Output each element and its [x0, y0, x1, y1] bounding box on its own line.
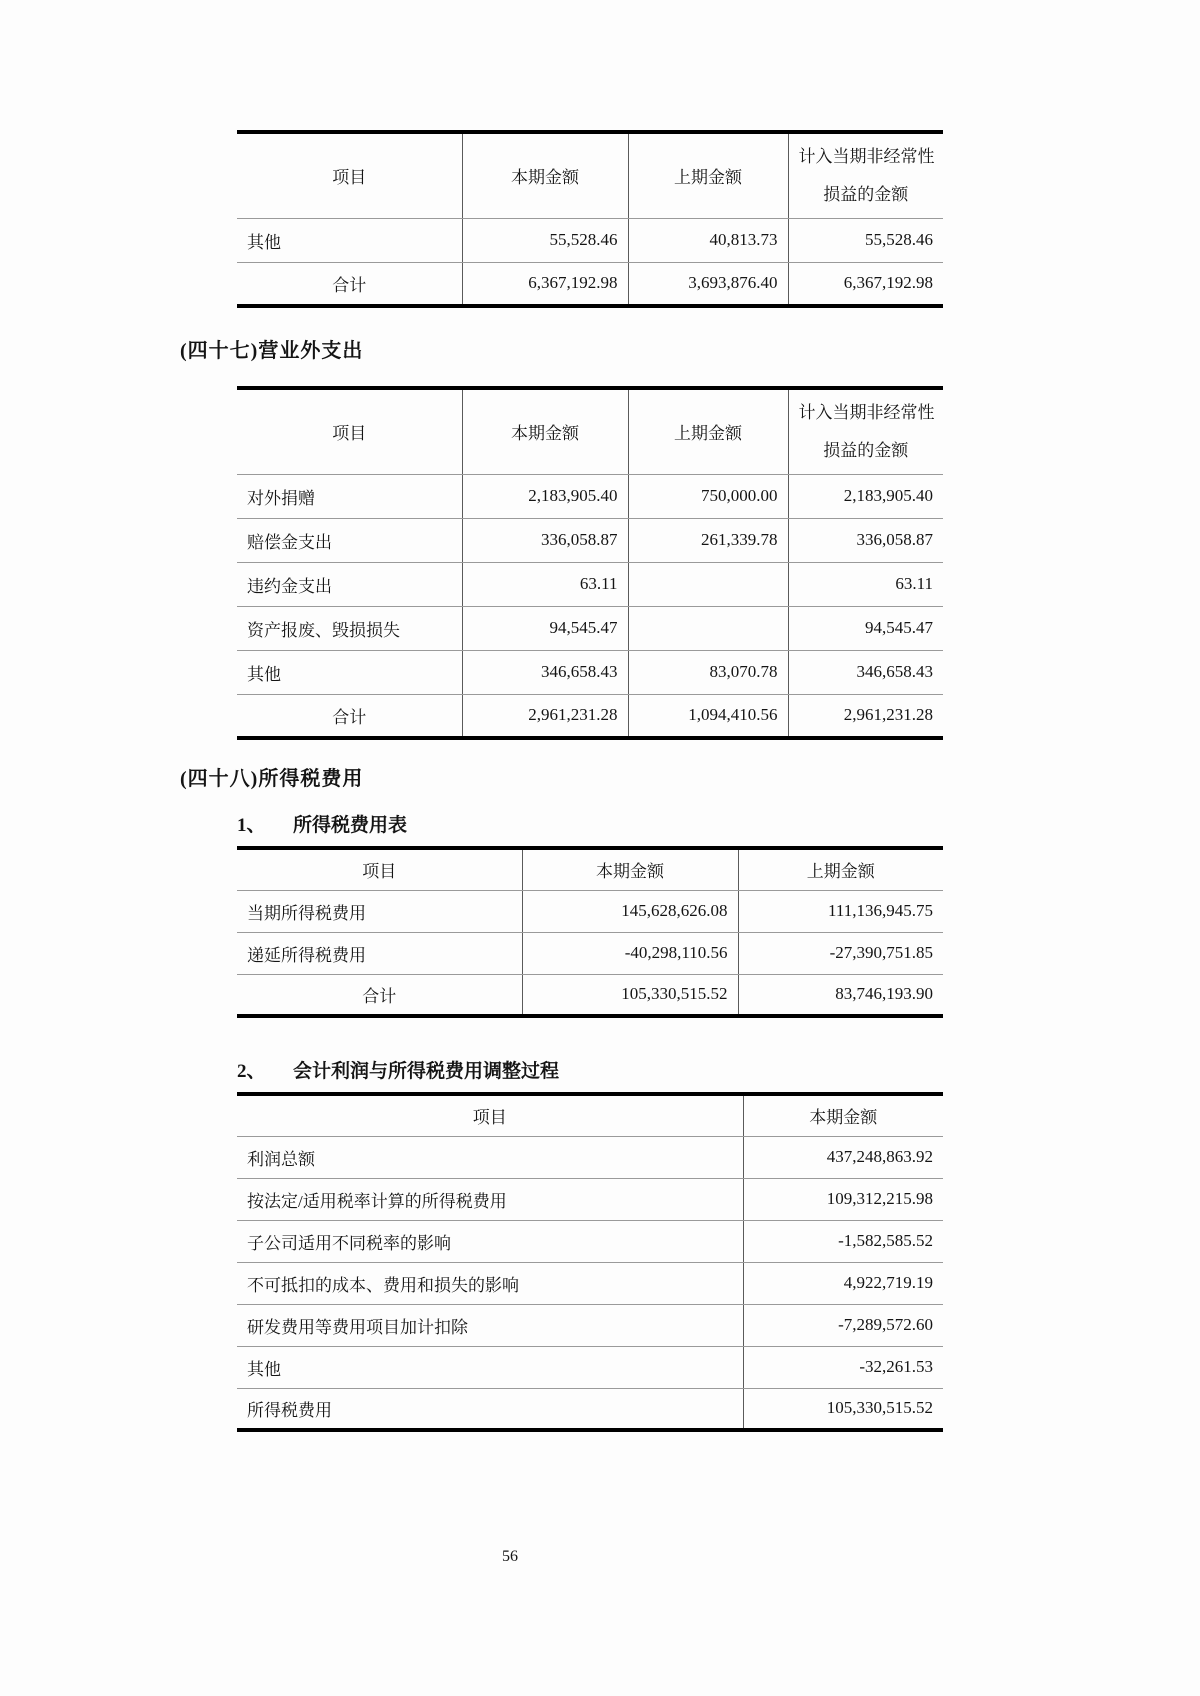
nonrecurring-amount-cell: 2,183,905.40: [788, 474, 943, 518]
table-total-row: [237, 262, 943, 306]
current-amount-cell: -1,582,585.52: [743, 1220, 943, 1262]
item-cell: 当期所得税费用: [237, 890, 522, 932]
prior-amount-cell: [628, 562, 788, 606]
table-row: [237, 1388, 943, 1430]
table-row: [237, 1262, 943, 1304]
header-nonrecurring-line1: 计入当期非经常性: [798, 402, 935, 422]
current-amount-cell: 145,628,626.08: [522, 890, 738, 932]
section-heading-47: (四十七)营业外支出: [180, 340, 364, 362]
current-amount-cell: 109,312,215.98: [743, 1178, 943, 1220]
header-cell-current: 本期金额: [462, 388, 628, 474]
table-row: [237, 1304, 943, 1346]
header-cell-prior: 上期金额: [738, 848, 943, 890]
current-amount-cell: -7,289,572.60: [743, 1304, 943, 1346]
current-amount-cell: 63.11: [462, 562, 628, 606]
current-amount-cell: 6,367,192.98: [462, 262, 628, 306]
current-amount-cell: 55,528.46: [462, 218, 628, 262]
current-amount-cell: 105,330,515.52: [743, 1388, 943, 1430]
nonrecurring-amount-cell: 6,367,192.98: [788, 262, 943, 306]
nonrecurring-amount-cell: 94,545.47: [788, 606, 943, 650]
prior-amount-cell: 83,070.78: [628, 650, 788, 694]
table-row: [237, 218, 943, 262]
tax-reconciliation-table: [237, 1092, 943, 1432]
nonoperating-income-continuation-table: [237, 130, 943, 308]
table-row: [237, 474, 943, 518]
prior-amount-cell: 40,813.73: [628, 218, 788, 262]
prior-amount-cell: 3,693,876.40: [628, 262, 788, 306]
item-cell: 资产报废、毁损损失: [237, 606, 462, 650]
subsection-title: 会计利润与所得税费用调整过程: [293, 1061, 560, 1082]
table-total-row: [237, 974, 943, 1016]
table-row: [237, 890, 943, 932]
table-row: [237, 1178, 943, 1220]
total-label-cell: 合计: [332, 707, 367, 727]
item-cell: 利润总额: [237, 1136, 743, 1178]
table-row: [237, 562, 943, 606]
nonrecurring-amount-cell: 346,658.43: [788, 650, 943, 694]
header-cell-nonrecurring: [788, 132, 943, 218]
current-amount-cell: 336,058.87: [462, 518, 628, 562]
prior-amount-cell: 83,746,193.90: [738, 974, 943, 1016]
item-cell: 对外捐赠: [237, 474, 462, 518]
header-cell-prior: 上期金额: [628, 388, 788, 474]
header-cell-item: 项目: [237, 132, 462, 218]
item-cell: 不可抵扣的成本、费用和损失的影响: [237, 1262, 743, 1304]
header-cell-current: 本期金额: [462, 132, 628, 218]
current-amount-cell: 2,961,231.28: [462, 694, 628, 738]
current-amount-cell: 4,922,719.19: [743, 1262, 943, 1304]
table-row: [237, 1136, 943, 1178]
item-cell: 子公司适用不同税率的影响: [237, 1220, 743, 1262]
subsection-number: 1、: [237, 815, 266, 836]
prior-amount-cell: 1,094,410.56: [628, 694, 788, 738]
income-tax-expense-table: [237, 846, 943, 1018]
total-label-cell: 合计: [362, 986, 397, 1006]
table-row: [237, 650, 943, 694]
header-cell-item: 项目: [237, 1094, 743, 1136]
prior-amount-cell: 111,136,945.75: [738, 890, 943, 932]
page-number: 56: [502, 1548, 518, 1565]
nonrecurring-amount-cell: 2,961,231.28: [788, 694, 943, 738]
prior-amount-cell: [628, 606, 788, 650]
item-cell: 递延所得税费用: [237, 932, 522, 974]
item-cell: 其他: [237, 650, 462, 694]
prior-amount-cell: 750,000.00: [628, 474, 788, 518]
item-cell: 其他: [237, 218, 462, 262]
current-amount-cell: 437,248,863.92: [743, 1136, 943, 1178]
table-header-row: [237, 388, 943, 474]
header-cell-item: 项目: [237, 848, 522, 890]
nonrecurring-amount-cell: 63.11: [788, 562, 943, 606]
prior-amount-cell: 261,339.78: [628, 518, 788, 562]
subsection-title: 所得税费用表: [293, 815, 408, 836]
item-cell: 其他: [237, 1346, 743, 1388]
header-cell-current: 本期金额: [743, 1094, 943, 1136]
header-nonrecurring-line2: 损益的金额: [823, 184, 909, 204]
current-amount-cell: 94,545.47: [462, 606, 628, 650]
nonoperating-expenses-table: [237, 386, 943, 740]
table-row: [237, 518, 943, 562]
header-cell-nonrecurring: [788, 388, 943, 474]
total-label-cell: 合计: [332, 275, 367, 295]
table-header-row: [237, 848, 943, 890]
table-row: [237, 606, 943, 650]
header-cell-prior: 上期金额: [628, 132, 788, 218]
item-cell: 按法定/适用税率计算的所得税费用: [237, 1178, 743, 1220]
section-heading-48: (四十八)所得税费用: [180, 768, 364, 790]
header-cell-item: 项目: [237, 388, 462, 474]
table-row: [237, 1346, 943, 1388]
header-cell-current: 本期金额: [522, 848, 738, 890]
current-amount-cell: 2,183,905.40: [462, 474, 628, 518]
table-row: [237, 932, 943, 974]
nonrecurring-amount-cell: 336,058.87: [788, 518, 943, 562]
item-cell: 所得税费用: [247, 1400, 332, 1420]
subsection-2-heading: [237, 1060, 1200, 1084]
subsection-number: 2、: [237, 1061, 266, 1082]
table-header-row: [237, 1094, 943, 1136]
header-nonrecurring-line2: 损益的金额: [823, 440, 909, 460]
item-cell: 违约金支出: [237, 562, 462, 606]
nonrecurring-amount-cell: 55,528.46: [788, 218, 943, 262]
table-row: [237, 1220, 943, 1262]
current-amount-cell: -40,298,110.56: [522, 932, 738, 974]
current-amount-cell: 346,658.43: [462, 650, 628, 694]
current-amount-cell: -32,261.53: [743, 1346, 943, 1388]
item-cell: 赔偿金支出: [237, 518, 462, 562]
prior-amount-cell: -27,390,751.85: [738, 932, 943, 974]
header-nonrecurring-line1: 计入当期非经常性: [798, 146, 935, 166]
table-header-row: [237, 132, 943, 218]
item-cell: 研发费用等费用项目加计扣除: [237, 1304, 743, 1346]
subsection-1-heading: [237, 814, 1200, 838]
current-amount-cell: 105,330,515.52: [522, 974, 738, 1016]
table-total-row: [237, 694, 943, 738]
